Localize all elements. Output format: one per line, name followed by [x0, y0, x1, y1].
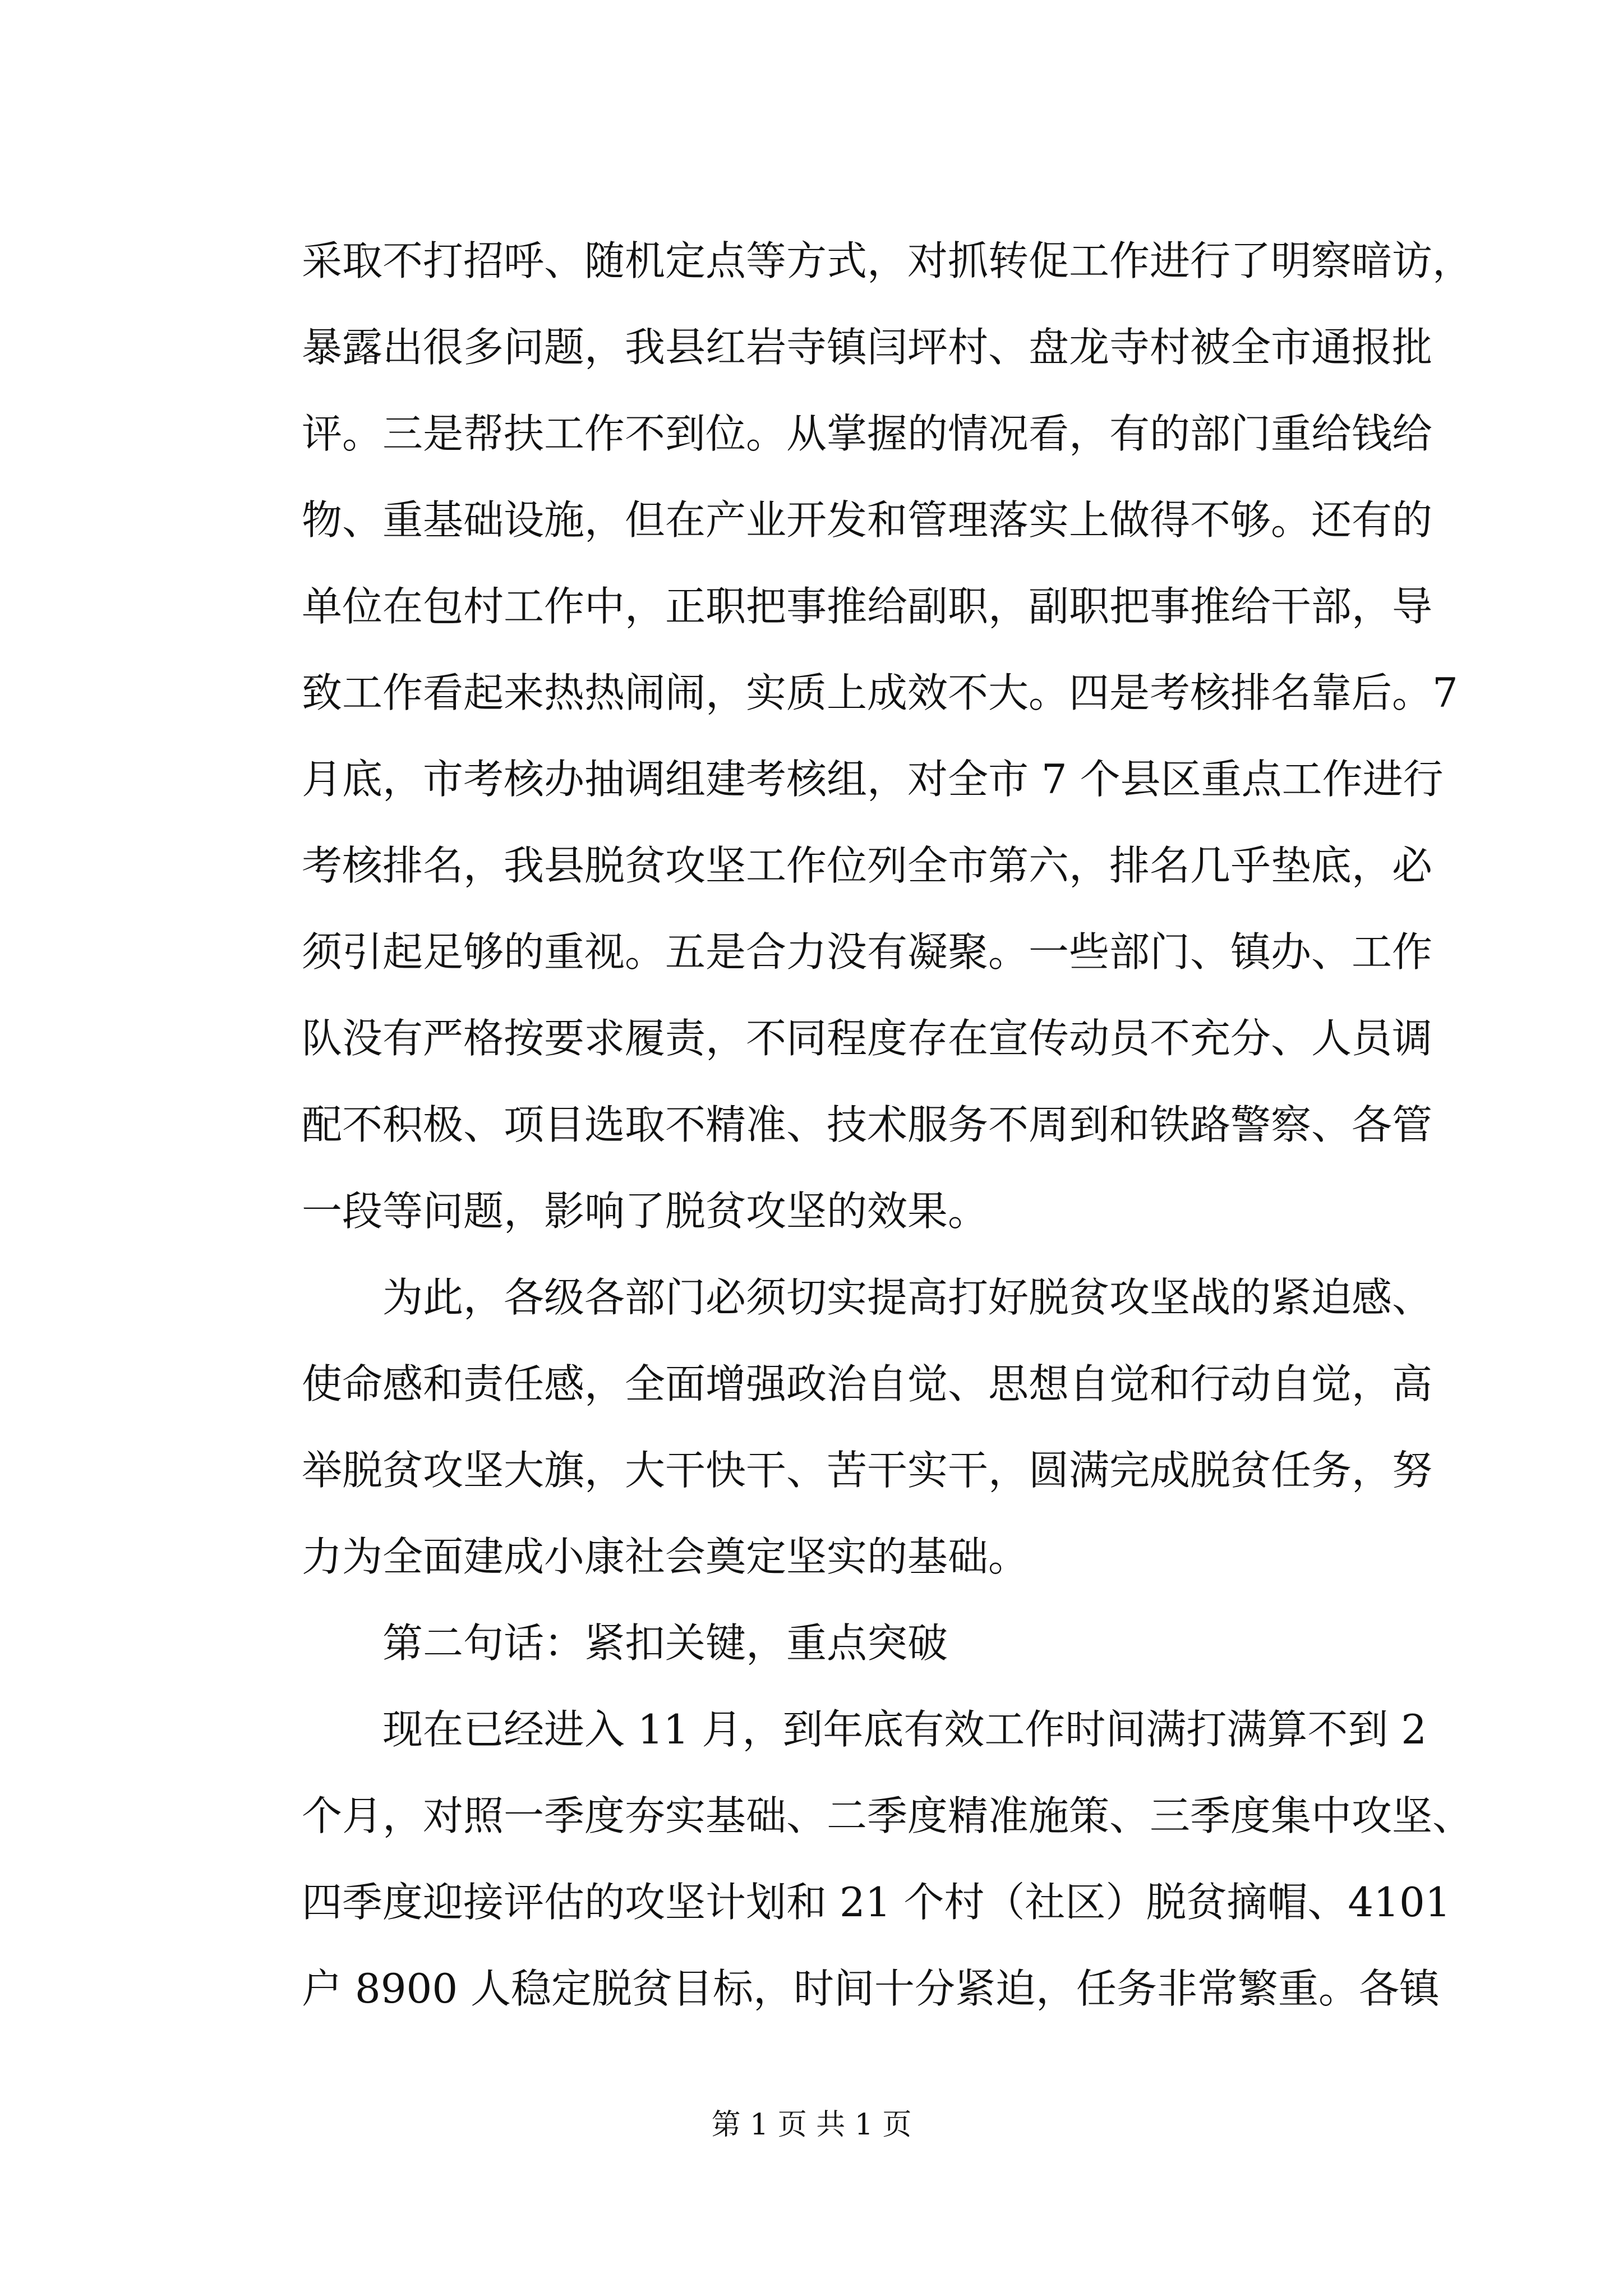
text-line-16: 力为全面建成小康社会奠定坚实的基础。 — [302, 1533, 1029, 1580]
section-heading: 第二句话：紧扣关键，重点突破 — [382, 1619, 948, 1667]
document-body — [302, 218, 1473, 2032]
text-line-20: 四季度迎接评估的攻坚计划和 21 个村（社区）脱贫摘帽、4101 — [302, 1879, 1451, 1926]
text-line-5: 单位在包村工作中，正职把事推给副职，副职把事推给干部，导 — [302, 583, 1433, 630]
text-line-19: 个月，对照一季度夯实基础、二季度精准施策、三季度集中攻坚、 — [302, 1792, 1473, 1839]
text-line-1: 采取不打招呼、随机定点等方式，对抓转促工作进行了明察暗访， — [302, 237, 1473, 284]
text-line-11: 配不积极、项目选取不精准、技术服务不周到和铁路警察、各管 — [302, 1101, 1433, 1148]
text-line-2: 暴露出很多问题，我县红岩寺镇闫坪村、盘龙寺村被全市通报批 — [302, 324, 1433, 371]
text-line-21: 户 8900 人稳定脱贫目标，时间十分紧迫，任务非常繁重。各镇 — [302, 1965, 1440, 2012]
text-line-12: 一段等问题，影响了脱贫攻坚的效果。 — [302, 1188, 989, 1235]
text-line-14: 使命感和责任感，全面增强政治自觉、思想自觉和行动自觉，高 — [302, 1360, 1433, 1407]
page-footer: 第 1 页 共 1 页 — [711, 2108, 912, 2142]
text-line-9: 须引起足够的重视。五是合力没有凝聚。一些部门、镇办、工作 — [302, 928, 1433, 976]
text-line-10: 队没有严格按要求履责，不同程度存在宣传动员不充分、人员调 — [302, 1015, 1433, 1062]
text-line-15: 举脱贫攻坚大旗，大干快干、苦干实干，圆满完成脱贫任务，努 — [302, 1447, 1433, 1494]
text-line-18: 现在已经进入 11 月，到年底有效工作时间满打满算不到 2 — [382, 1706, 1427, 1753]
text-line-3: 评。三是帮扶工作不到位。从掌握的情况看，有的部门重给钱给 — [302, 410, 1433, 457]
text-line-13: 为此，各级各部门必须切实提高打好脱贫攻坚战的紧迫感、 — [382, 1274, 1433, 1321]
text-line-6: 致工作看起来热热闹闹，实质上成效不大。四是考核排名靠后。7 — [302, 669, 1458, 716]
text-line-8: 考核排名，我县脱贫攻坚工作位列全市第六，排名几乎垫底，必 — [302, 842, 1433, 889]
text-line-4: 物、重基础设施，但在产业开发和管理落实上做得不够。还有的 — [302, 496, 1433, 544]
text-line-7: 月底，市考核办抽调组建考核组，对全市 7 个县区重点工作进行 — [302, 756, 1444, 803]
